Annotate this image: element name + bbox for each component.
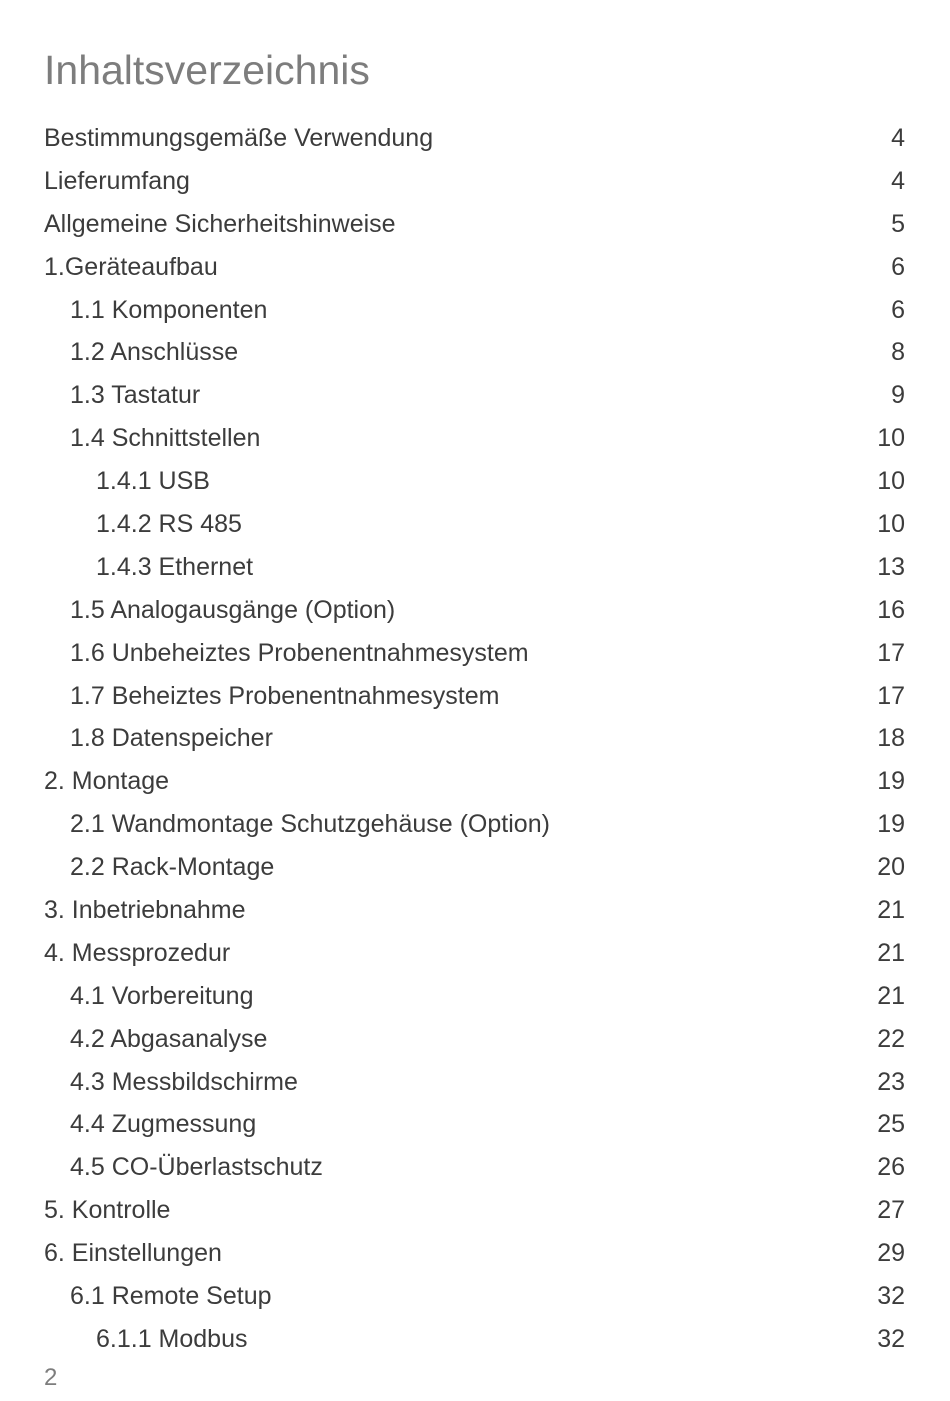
toc-entry-page: 8	[891, 338, 905, 367]
toc-entry[interactable]	[44, 589, 905, 632]
toc-entry[interactable]	[44, 889, 905, 932]
toc-entry[interactable]	[44, 546, 905, 589]
toc-entry-page: 22	[877, 1024, 905, 1053]
toc-entry-label: 2. Montage	[44, 767, 170, 796]
toc-entry-label: 2.2 Rack-Montage	[70, 853, 275, 882]
toc-entry[interactable]	[44, 760, 905, 803]
toc-entry-label: 1.4 Schnittstellen	[70, 424, 261, 453]
toc-entry-label: 1.8 Datenspeicher	[70, 724, 273, 753]
toc-entry-page: 32	[877, 1324, 905, 1353]
toc-entry-page: 9	[891, 381, 905, 410]
toc-entry-page: 20	[877, 853, 905, 882]
toc-entry[interactable]	[44, 975, 905, 1018]
toc-entry-page: 26	[877, 1153, 905, 1182]
toc-entry[interactable]	[44, 203, 905, 246]
toc-entry-page: 10	[877, 467, 905, 496]
toc-entry-label: 1.4.3 Ethernet	[96, 552, 254, 581]
toc-entry-label: 3. Inbetriebnahme	[44, 895, 246, 924]
toc-entry-label: 1.4.2 RS 485	[96, 509, 242, 538]
toc-entry-page: 23	[877, 1067, 905, 1096]
toc-entry[interactable]	[44, 675, 905, 718]
toc-entry-label: 5. Kontrolle	[44, 1196, 171, 1225]
toc-entry[interactable]	[44, 417, 905, 460]
toc-entry-page: 6	[891, 252, 905, 281]
toc-entry[interactable]	[44, 460, 905, 503]
page-title: Inhaltsverzeichnis	[44, 47, 370, 93]
toc-entry[interactable]	[44, 246, 905, 289]
toc-entry-label: 6.1 Remote Setup	[70, 1281, 272, 1310]
toc-entry-page: 10	[877, 424, 905, 453]
toc-entry-page: 19	[877, 810, 905, 839]
toc-entry[interactable]	[44, 1232, 905, 1275]
toc-entry-page: 17	[877, 681, 905, 710]
toc-entry-label: 6.1.1 Modbus	[96, 1324, 248, 1353]
toc-entry[interactable]	[44, 117, 905, 160]
toc-entry-page: 19	[877, 767, 905, 796]
toc-entry[interactable]	[44, 632, 905, 675]
toc-entry[interactable]	[44, 1103, 905, 1146]
toc-entry-label: 1.5 Analogausgänge (Option)	[70, 595, 396, 624]
toc-entry[interactable]	[44, 1189, 905, 1232]
toc-entry-page: 5	[891, 209, 905, 238]
toc-entry[interactable]	[44, 1275, 905, 1318]
toc-entry-page: 21	[877, 981, 905, 1010]
toc-entry[interactable]	[44, 160, 905, 203]
toc-entry-page: 13	[877, 552, 905, 581]
toc-entry[interactable]	[44, 717, 905, 760]
toc-entry-label: 1.Geräteaufbau	[44, 252, 218, 281]
toc-entry-label: 4.2 Abgasanalyse	[70, 1024, 268, 1053]
toc-entry-label: 1.6 Unbeheiztes Probenentnahmesystem	[70, 638, 529, 667]
toc-entry-page: 4	[891, 123, 905, 152]
table-of-contents	[44, 117, 905, 1361]
toc-entry-label: 6. Einstellungen	[44, 1239, 222, 1268]
toc-entry-label: 1.3 Tastatur	[70, 381, 201, 410]
toc-entry[interactable]	[44, 331, 905, 374]
toc-entry[interactable]	[44, 932, 905, 975]
toc-entry-label: 1.1 Komponenten	[70, 295, 268, 324]
toc-entry-page: 27	[877, 1196, 905, 1225]
toc-entry[interactable]	[44, 289, 905, 332]
toc-entry[interactable]	[44, 1018, 905, 1061]
toc-entry-page: 29	[877, 1239, 905, 1268]
page-number: 2	[44, 1364, 58, 1391]
toc-entry[interactable]	[44, 503, 905, 546]
toc-entry-page: 21	[877, 938, 905, 967]
toc-entry-page: 6	[891, 295, 905, 324]
toc-entry-label: 4.5 CO-Überlastschutz	[70, 1153, 323, 1182]
toc-entry-page: 25	[877, 1110, 905, 1139]
toc-entry-page: 18	[877, 724, 905, 753]
toc-entry-label: 4. Messprozedur	[44, 938, 231, 967]
toc-entry-label: 1.2 Anschlüsse	[70, 338, 239, 367]
toc-entry-page: 21	[877, 895, 905, 924]
toc-entry-label: 4.4 Zugmessung	[70, 1110, 257, 1139]
toc-entry-label: 1.7 Beheiztes Probenentnahmesystem	[70, 681, 500, 710]
toc-entry-label: 2.1 Wandmontage Schutzgehäuse (Option)	[70, 810, 550, 839]
toc-entry-label: 4.3 Messbildschirme	[70, 1067, 298, 1096]
toc-entry[interactable]	[44, 803, 905, 846]
toc-entry-page: 17	[877, 638, 905, 667]
toc-entry-page: 16	[877, 595, 905, 624]
toc-entry[interactable]	[44, 1318, 905, 1361]
toc-entry[interactable]	[44, 1146, 905, 1189]
toc-entry-page: 32	[877, 1281, 905, 1310]
toc-entry[interactable]	[44, 374, 905, 417]
toc-entry-label: Allgemeine Sicherheitshinweise	[44, 209, 396, 238]
toc-entry[interactable]	[44, 1061, 905, 1104]
toc-entry-label: Bestimmungsgemäße Verwendung	[44, 123, 434, 152]
toc-entry-label: 1.4.1 USB	[96, 467, 210, 496]
toc-entry-page: 4	[891, 166, 905, 195]
toc-entry-page: 10	[877, 509, 905, 538]
toc-entry-label: Lieferumfang	[44, 166, 190, 195]
toc-entry[interactable]	[44, 846, 905, 889]
toc-entry-label: 4.1 Vorbereitung	[70, 981, 254, 1010]
